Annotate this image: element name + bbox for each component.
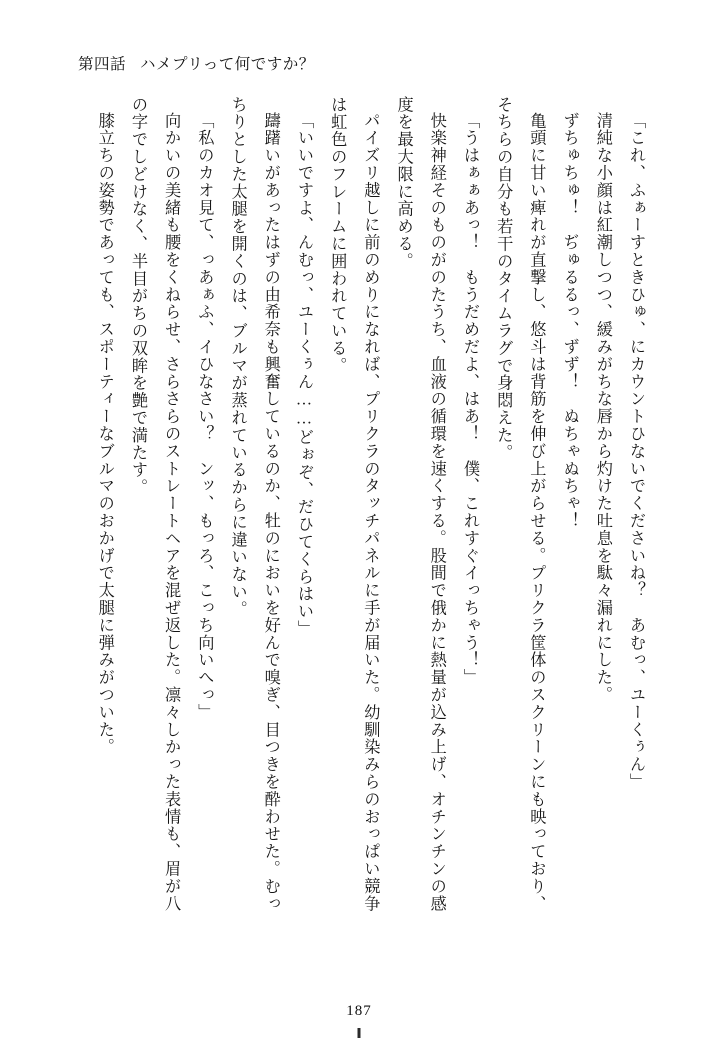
chapter-number: 第四話 xyxy=(78,56,127,73)
page-number: 187 xyxy=(346,1003,372,1019)
chapter-title: ハメプリって何ですか？ xyxy=(140,56,315,73)
body-text xyxy=(92,96,652,926)
paragraph: 躊躇いがあったはずの由希奈も興奮しているのか、牡のにおいを好んで嗅ぎ、目つきを酔わせた。むっちりとした太腿を開くのは、ブルマが蒸れているからに違いない。 xyxy=(228,96,280,913)
paragraph: 亀頭に甘い痺れが直撃し、悠斗は背筋を伸び上がらせる。プリクラ筐体のスクリーンにも映っており、そちらの自分も若干のタイムラグで身悶えた。 xyxy=(494,96,546,913)
paragraph: ずちゅちゅ！ ぢゅるるっ、ずず！ ぬちゃぬちゃ！ xyxy=(560,112,579,530)
running-head xyxy=(78,52,315,74)
binding-mark xyxy=(358,1028,361,1038)
paragraph: 「これ、ふぁーすときひゅ、にカウントひないでくださいね？ あむっ、ユーくぅん」 xyxy=(627,112,645,791)
paragraph: 快楽神経そのものがのたうち、血液の循環を速くする。股間で俄かに熱量が込み上げ、オチンチンの感度を最大限に高める。 xyxy=(394,96,446,913)
paragraph: パイズリ越しに前のめりになれば、プリクラのタッチパネルに手が届いた。幼馴染みらのおっぱい競争は虹色のフレームに囲われている。 xyxy=(328,96,380,913)
paragraph: 「うはぁぁあっ！ もうだめだよ、はあ！ 僕、これすぐイっちゃう！」 xyxy=(460,112,479,687)
paragraph: 向かいの美緒も腰をくねらせ、さらさらのストレートヘアを混ぜ返した。凛々しかった表情も、眉が八の字でしどけなく、半目がちの双眸を艶で満たす。 xyxy=(128,96,181,913)
paragraph: 膝立ちの姿勢であっても、スポーティーなブルマのおかげで太腿に弾みがついた。 xyxy=(95,112,114,756)
paragraph: 「いいですよ、んむっ、ユーくぅん……どぉぞ、だひてくらはい」 xyxy=(294,112,313,638)
paragraph: 清純な小顔は紅潮しつつ、緩みがちな唇から灼けた吐息を駄々漏れにした。 xyxy=(593,112,612,704)
paragraph: 「私のカオ見て、っあぁふ、イひなさい？ ンッ、もっろ、こっち向いへっ」 xyxy=(195,112,214,722)
